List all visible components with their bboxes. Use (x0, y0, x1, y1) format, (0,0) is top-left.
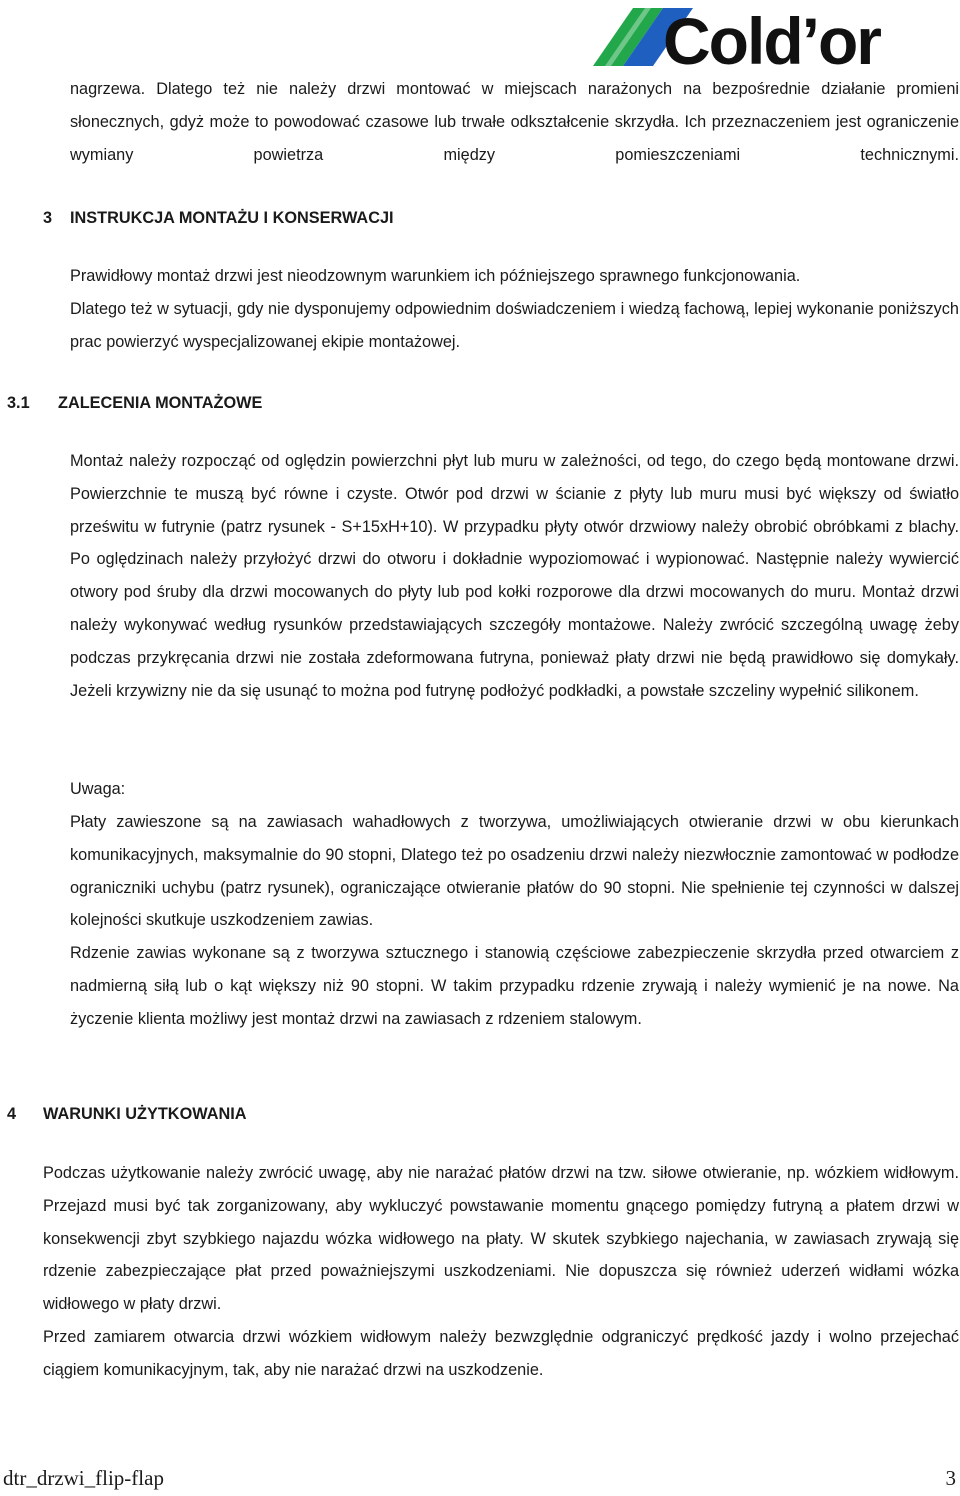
page-number: 3 (945, 1466, 956, 1490)
intro-paragraph: nagrzewa. Dlatego też nie należy drzwi montować w miejscach narażonych na bezpośrednie działanie promieni słonecznych, gdyż może to powodować czasowe lub trwałe odkształcenie skrzydła. Ich przeznaczeniem jest ograniczenie wymiany powietrza między pomieszczeniami technicznymi. (70, 80, 959, 164)
coldor-logo (591, 6, 939, 70)
section-3-paragraph-2: Dlatego też w sytuacji, gdy nie dysponujemy odpowiednim doświadczeniem i wiedzą fachową, lepiej wykonanie poniższych prac powierzyć wyspecjalizowanej ekipie montażowej. (70, 300, 959, 351)
section-number: 3.1 (7, 394, 30, 412)
section-3-1-paragraph-3: Rdzenie zawias wykonane są z tworzywa sztucznego i stanowią częściowe zabezpieczenie skrzydła przed otwarciem z nadmierną siłą lub o kąt większy niż 90 stopni. W takim przypadku rdzenie zrywają i należy wymienić je na nowe. Na życzenie klienta możliwy jest montaż drzwi na zawiasach z rdzeniem stalowym. (70, 944, 959, 1028)
section-title: ZALECENIA MONTAŻOWE (58, 394, 263, 412)
section-4-heading (7, 1104, 507, 1124)
section-number: 3 (43, 209, 53, 227)
warning-label: Uwaga: (70, 780, 126, 798)
section-3-1-heading (7, 393, 507, 413)
section-3-1-paragraph-1: Montaż należy rozpocząć od oględzin powierzchni płyt lub muru w zależności, od tego, do czego będą montowane drzwi. Powierzchnie te muszą być równe i czyste. Otwór pod drzwi w ścianie z płyty lub muru musi być większy od światło prześwitu w futrynie (patrz rysunek - S+15xH+10). W przypadku płyty otwór drzwiowy należy obrobić obróbkami z blachy. Po oględzinach należy przyłożyć drzwi do otworu i dokładnie wypoziomować i wypionować. Następnie należy wywiercić otwory pod śruby dla drzwi mocowanych do płyty lub pod kołki rozporowe dla drzwi mocowanych do muru. Montaż drzwi należy wykonywać według rysunków przedstawiających szczegóły montażowe. Należy zwrócić szczególną uwagę żeby podczas przykręcania drzwi nie została zdeformowana futryna, ponieważ płaty drzwi nie będą prawidłowo się domykały. Jeżeli krzywizny nie da się usunąć to można pod futrynę podłożyć podkładki, a powstałe szczeliny wypełnić silikonem. (70, 452, 959, 700)
section-4-paragraph-2: Przed zamiarem otwarcia drzwi wózkiem widłowym należy bezwzględnie odgraniczyć prędkość jazdy i wolno przejechać ciągiem komunikacyjnym, tak, aby nie narażać drzwi na uszkodzenie. (43, 1328, 959, 1379)
section-3-heading (43, 208, 543, 228)
section-number: 4 (7, 1105, 17, 1123)
page-footer (0, 1466, 958, 1496)
section-4-paragraph-1: Podczas użytkowanie należy zwrócić uwagę, aby nie narażać płatów drzwi na tzw. siłowe otwieranie, np. wózkiem widłowym. Przejazd musi być tak zorganizowany, aby wykluczyć powstawanie momentu gnącego pomiędzy futryną a płatem drzwi w konsekwencji zbyt szybkiego najazdu wózka widłowego na płaty. W skutek szybkiego najechania, w zawiasach zrywają się rdzenie zabezpieczające płat przed poważniejszymi uszkodzeniami. Nie dopuszcza się również uderzeń widłami wózka widłowego w płaty drzwi. (43, 1164, 959, 1314)
section-3-paragraph-1: Prawidłowy montaż drzwi jest nieodzownym warunkiem ich późniejszego sprawnego funkcjonowania. (70, 267, 801, 285)
svg-text:Cold’or: Cold’or (663, 6, 880, 70)
section-3-1-paragraph-2: Płaty zawieszone są na zawiasach wahadłowych z tworzywa, umożliwiających otwieranie drzwi w obu kierunkach komunikacyjnych, maksymalnie do 90 stopni, Dlatego też po osadzeniu drzwi należy niezwłocznie zamontować w podłodze ograniczniki uchybu (patrz rysunek), ograniczające otwieranie płatów do 90 stopni. Nie spełnienie tej czynności w dalszej kolejności skutkuje uszkodzeniem zawias. (70, 813, 959, 930)
document-name: dtr_drzwi_flip-flap (3, 1466, 164, 1490)
coldor-logo-graphic (591, 6, 939, 70)
section-title: INSTRUKCJA MONTAŻU I KONSERWACJI (70, 209, 394, 227)
section-title: WARUNKI UŻYTKOWANIA (43, 1105, 247, 1123)
